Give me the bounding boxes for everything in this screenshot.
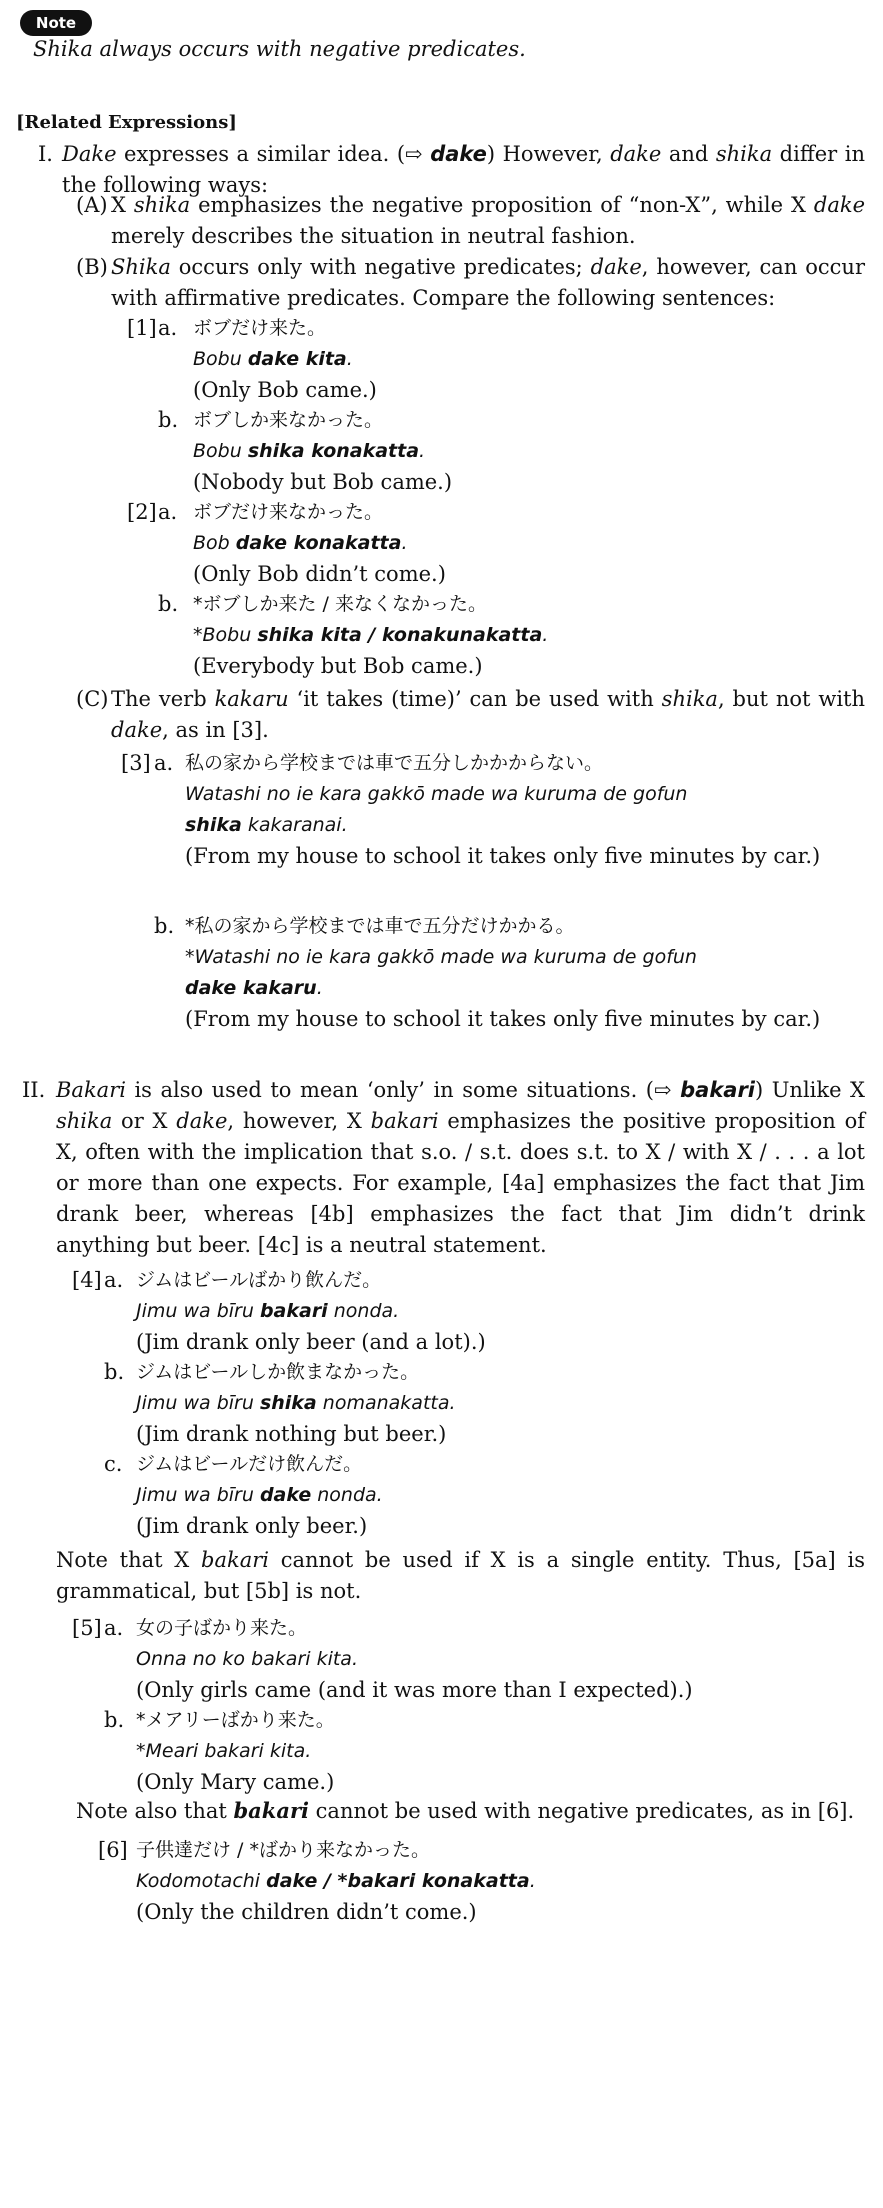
- example-4-number: [4]: [72, 1268, 102, 1292]
- romaji-sentence: *Bobu shika kita / konakunakatta.: [193, 624, 549, 646]
- example-6: [136, 1835, 865, 1928]
- example-1a-label: a.: [158, 316, 178, 340]
- romaji-sentence: Jimu wa bīru bakari nonda.: [136, 1300, 400, 1322]
- japanese-sentence: 女の子ばかり来た。: [136, 1617, 308, 1639]
- example-4b: [136, 1357, 865, 1450]
- japanese-sentence: *メアリーばかり来た。: [136, 1709, 335, 1731]
- example-5a-label: a.: [104, 1616, 124, 1640]
- example-3a-label: a.: [154, 751, 174, 775]
- translation: (Only Bob didn’t come.): [193, 562, 446, 586]
- japanese-sentence: ジムはビールだけ飲んだ。: [136, 1453, 363, 1475]
- example-2a: [193, 497, 865, 590]
- romaji-sentence: Jimu wa bīru dake nonda.: [136, 1484, 383, 1506]
- japanese-sentence: ボブしか来なかった。: [193, 409, 384, 431]
- section-II-numeral: II.: [22, 1078, 46, 1102]
- romaji-line-2: shika kakaranai.: [185, 814, 348, 836]
- romaji-sentence: *Meari bakari kita.: [136, 1740, 312, 1762]
- example-2-number: [2]: [127, 500, 157, 524]
- example-2a-label: a.: [158, 500, 178, 524]
- xref-arrow-icon: ⇨: [405, 142, 423, 166]
- example-5-number: [5]: [72, 1616, 102, 1640]
- xref-arrow-icon: ⇨: [653, 1078, 672, 1102]
- section-II-paragraph: Bakari is also used to mean ‘only’ in some situations. (⇨ bakari) Unlike X shika or X dake, however, X bakari emphasizes the positive proposition of X, often with the implication that s.o. / s.t. does s.t. to X / with X / . . . a lot or more than one expects. For example, [4a] emphasizes the fact that Jim drank beer, whereas [4b] emphasizes the fact that Jim didn’t drink anything but beer. [4c] is a neutral statement.: [56, 1078, 866, 1257]
- note-6-paragraph: Note also that bakari cannot be used with negative predicates, as in [6].: [76, 1798, 855, 1823]
- example-5a: [136, 1613, 865, 1706]
- japanese-sentence: ジムはビールしか飲まなかった。: [136, 1361, 420, 1383]
- translation: (Only Mary came.): [136, 1770, 335, 1794]
- translation: (Only Bob came.): [193, 378, 377, 402]
- example-4a-label: a.: [104, 1268, 124, 1292]
- example-3-number: [3]: [121, 751, 151, 775]
- romaji-sentence: Onna no ko bakari kita.: [136, 1648, 358, 1670]
- translation: (Jim drank only beer.): [136, 1514, 368, 1538]
- point-A-text: X shika emphasizes the negative proposition of “non-X”, while X dake merely describes the situation in neutral fashion.: [111, 193, 865, 248]
- translation: (Only the children didn’t come.): [136, 1900, 477, 1924]
- japanese-sentence: ボブだけ来た。: [193, 317, 327, 339]
- translation: (Jim drank nothing but beer.): [136, 1422, 447, 1446]
- japanese-sentence: 子供達だけ / *ばかり来なかった。: [136, 1839, 430, 1861]
- xref-dake-link[interactable]: dake: [430, 142, 487, 166]
- romaji-line-1: *Watashi no ie kara gakkō made wa kuruma de gofun: [185, 946, 697, 968]
- romaji-sentence: Jimu wa bīru shika nomanakatta.: [136, 1392, 456, 1414]
- xref-bakari-link[interactable]: bakari: [680, 1078, 756, 1102]
- example-3a: [185, 748, 865, 872]
- example-2b: [193, 589, 865, 682]
- translation: (Everybody but Bob came.): [193, 654, 483, 678]
- translation: (Nobody but Bob came.): [193, 470, 453, 494]
- example-6-number: [6]: [98, 1838, 128, 1862]
- section-I-numeral: I.: [38, 142, 53, 166]
- point-C-text: The verb kakaru ‘it takes (time)’ can be used with shika, but not with dake, as in [3].: [111, 687, 866, 742]
- example-3b: [185, 911, 865, 1035]
- example-5b-label: b.: [104, 1708, 125, 1732]
- point-A-label: (A): [76, 193, 108, 217]
- translation: (Jim drank only beer (and a lot).): [136, 1330, 486, 1354]
- section-I-intro: Dake expresses a similar idea. (⇨ dake) However, dake and shika differ in the following ways:: [62, 142, 865, 197]
- example-4b-label: b.: [104, 1360, 125, 1384]
- romaji-line-2: dake kakaru.: [185, 977, 323, 999]
- romaji-sentence: Bob dake konakatta.: [193, 532, 408, 554]
- point-C-label: (C): [76, 687, 109, 711]
- translation: (From my house to school it takes only five minutes by car.): [185, 844, 821, 868]
- romaji-line-1: Watashi no ie kara gakkō made wa kuruma de gofun: [185, 783, 688, 805]
- romaji-sentence: Bobu shika konakatta.: [193, 440, 426, 462]
- example-1-number: [1]: [127, 316, 157, 340]
- example-2b-label: b.: [158, 592, 179, 616]
- romaji-sentence: Kodomotachi dake / *bakari konakatta.: [136, 1870, 536, 1892]
- translation: (Only girls came (and it was more than I expected).): [136, 1678, 693, 1702]
- japanese-sentence: 私の家から学校までは車で五分しかかからない。: [185, 752, 604, 774]
- related-expressions-header: [Related Expressions]: [16, 112, 237, 133]
- romaji-sentence: Bobu dake kita.: [193, 348, 353, 370]
- translation: (From my house to school it takes only five minutes by car.): [185, 1007, 821, 1031]
- example-5b: [136, 1705, 865, 1798]
- japanese-sentence: *私の家から学校までは車で五分だけかかる。: [185, 915, 575, 937]
- example-4c-label: c.: [104, 1452, 123, 1476]
- example-1b-label: b.: [158, 408, 179, 432]
- point-B-text: Shika occurs only with negative predicates; dake, however, can occur with affirmative predicates. Compare the following sentences:: [111, 255, 865, 310]
- example-1b: [193, 405, 865, 498]
- note-badge: Note: [20, 10, 92, 36]
- note-text: Shika always occurs with negative predicates.: [33, 37, 526, 61]
- japanese-sentence: *ボブしか来た / 来なくなかった。: [193, 593, 487, 615]
- point-B-label: (B): [76, 255, 108, 279]
- example-4a: [136, 1265, 865, 1358]
- example-3b-label: b.: [154, 914, 175, 938]
- note-5-paragraph: Note that X bakari cannot be used if X is a single entity. Thus, [5a] is grammatical, but [5b] is not.: [56, 1548, 865, 1603]
- japanese-sentence: ボブだけ来なかった。: [193, 501, 384, 523]
- japanese-sentence: ジムはビールばかり飲んだ。: [136, 1269, 382, 1291]
- example-4c: [136, 1449, 865, 1542]
- example-1a: [193, 313, 865, 406]
